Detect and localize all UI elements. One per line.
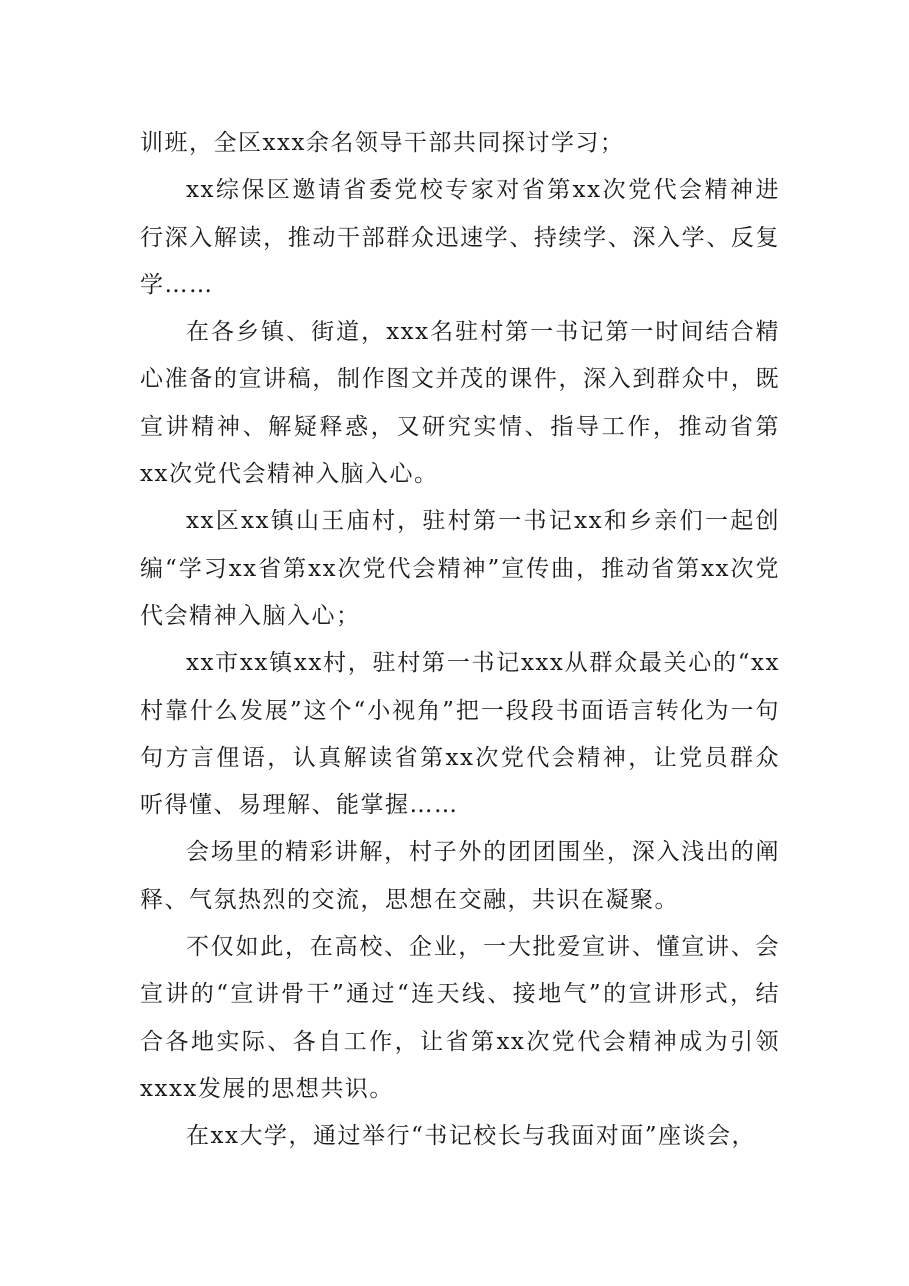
paragraph-continuation: 训班，全区xxx余名领导干部共同探讨学习； xyxy=(140,130,625,156)
paragraph-universities: 不仅如此，在高校、企业，一大批爱宣讲、懂宣讲、会宣讲的“宣讲骨干”通过“连天线、接地气”的宣讲形式，结合各地实际、各自工作，让省第xx次党代会精神成为引领xxxx发展的思想共识。 xyxy=(140,934,780,1102)
paragraph-village: xx市xx镇xx村，驻村第一书记xxx从群众最关心的“xx村靠什么发展”这个“小视角”把一段段书面语言转化为一句句方言俚语，认真解读省第xx次党代会精神，让党员群众听得懂、易理解、能掌握…… xyxy=(140,650,780,819)
paragraph-shanwangmiao: xx区xx镇山王庙村，驻村第一书记xx和乡亲们一起创编“学习xx省第xx次党代会精神”宣传曲，推动省第xx次党代会精神入脑入心； xyxy=(140,508,780,629)
paragraph-venue: 会场里的精彩讲解，村子外的团团围坐，深入浅出的阐释、气氛热烈的交流，思想在交融，共识在凝聚。 xyxy=(140,839,780,913)
paragraph-university: 在xx大学，通过举行“书记校长与我面对面”座谈会， xyxy=(186,1123,756,1150)
document-body xyxy=(140,120,780,1161)
paragraph-township: 在各乡镇、街道，xxx名驻村第一书记第一时间结合精心准备的宣讲稿，制作图文并茂的课件，深入到群众中，既宣讲精神、解疑释惑，又研究实情、指导工作，推动省第xx次党代会精神入脑入心。 xyxy=(140,319,780,488)
paragraph-zongbaoqu: xx综保区邀请省委党校专家对省第xx次党代会精神进行深入解读，推动干部群众迅速学、持续学、深入学、反复学…… xyxy=(140,177,780,298)
